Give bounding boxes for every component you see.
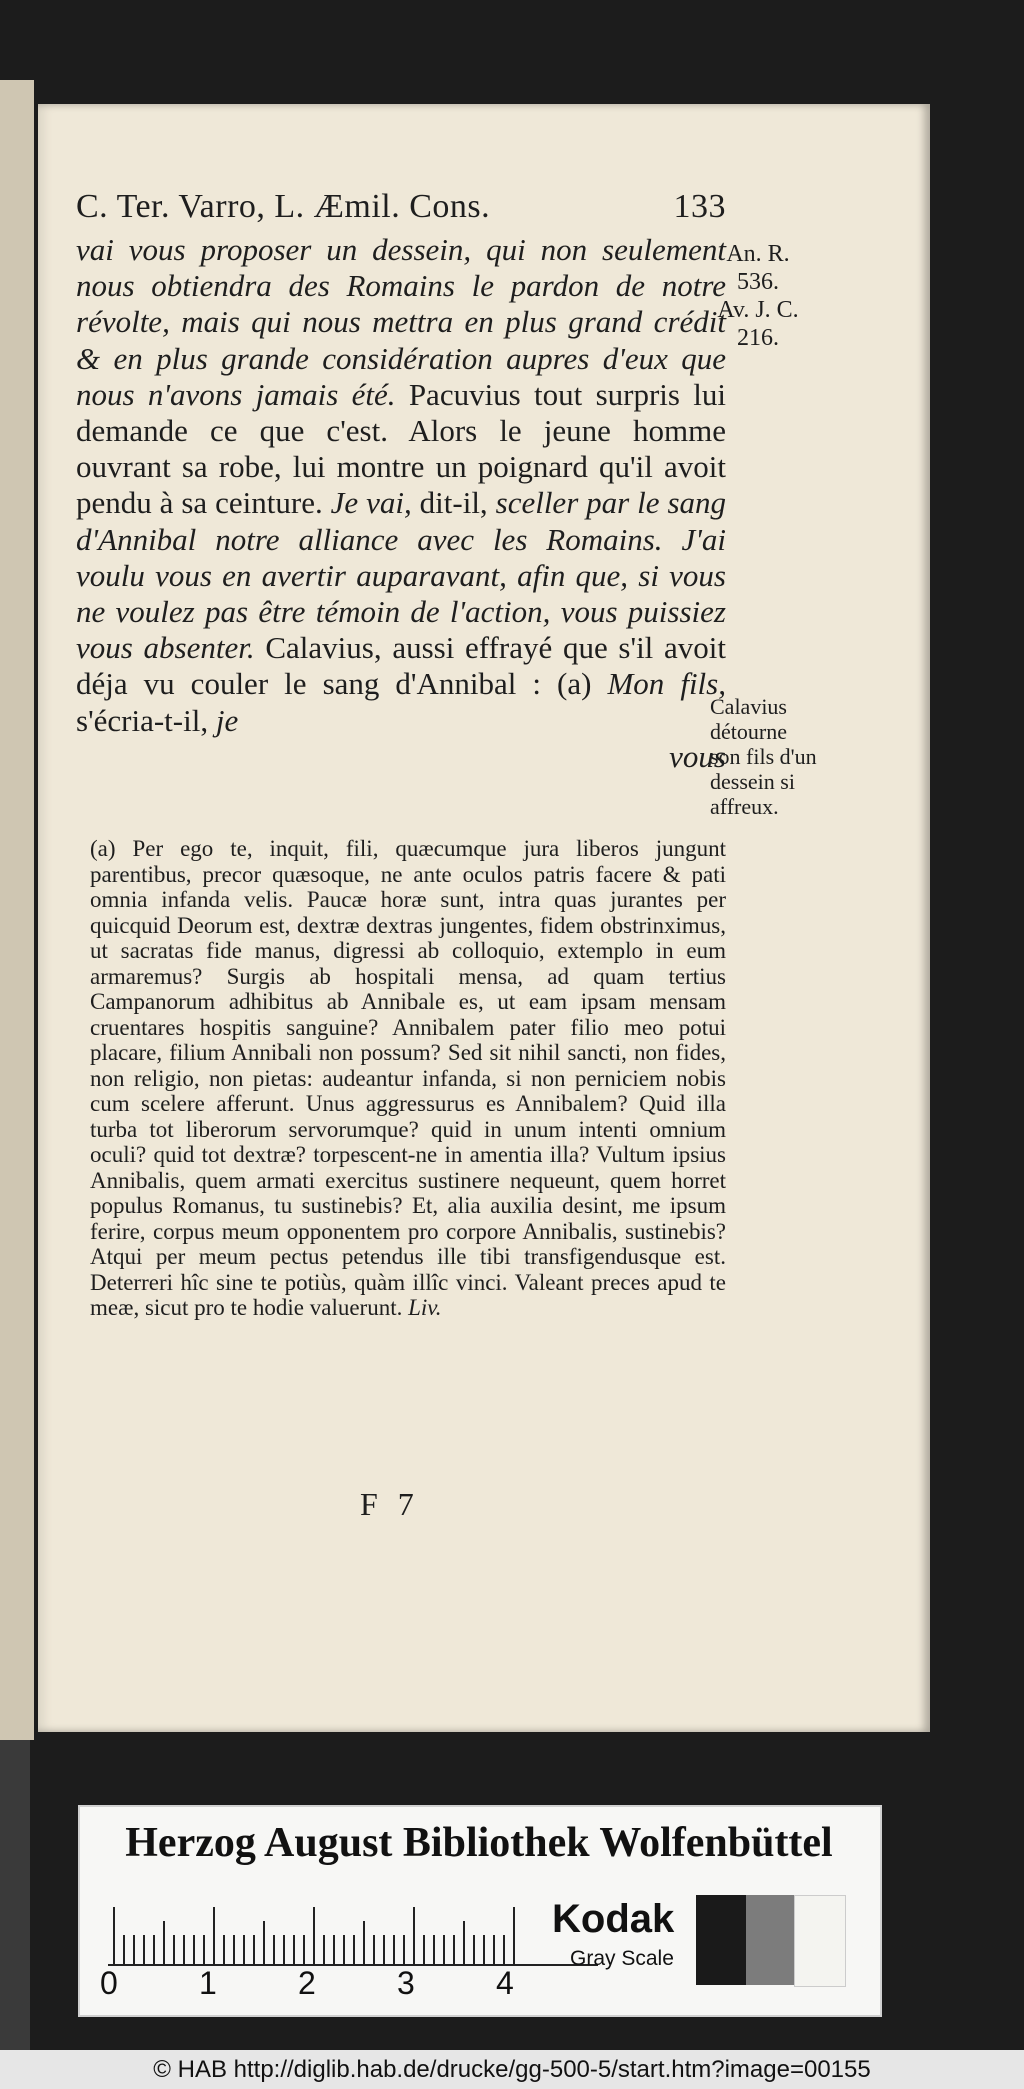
ruler-number: 2 bbox=[298, 1965, 316, 2001]
kodak-logo: Kodak bbox=[552, 1897, 675, 1941]
gray-swatch-mid bbox=[746, 1895, 794, 1985]
ruler-number: 4 bbox=[496, 1965, 514, 2001]
footnote bbox=[90, 836, 726, 1321]
gray-swatch-black bbox=[696, 1895, 746, 1985]
main-text-italic: sceller par le sang d'Annibal notre alliance avec les Romains. J'ai voulu vous en avertir auparavant, afin que, si vous ne voulez pas être témoin de l'action, vous puissiez vous absenter. bbox=[76, 485, 727, 666]
margin-year-line: An. R. bbox=[726, 241, 790, 267]
main-text-italic: Je vai, bbox=[330, 485, 412, 521]
signature-mark: F 7 bbox=[360, 1486, 420, 1522]
footnote-text: (a) Per ego te, inquit, fili, quæcumque jura liberos jungunt parentibus, precor quæsoque, ne ante oculos patris facere & pati omnia infanda velis. Paucæ horæ sunt, intra quas jurantes per quicquid Deorum est, dextræ dextras jungentes, fidem obstrinximus, ut sacratas fide manus, digressi ab colloquio, extemplo in eum armaremus? Surgis ab hospitali mensa, ad quam tertius Campanorum adhibitus ab Annibale es, ut eam ipsam mensam cruentares hospitis sanguine? Annibalem pater filio meo potui placare, filium Annibali non possum? Sed sit nihil sancti, non fides, non religio, non pietas: audeantur infanda, si non perniciem nobis cum scelere afferunt. Unus aggressurus es Annibalem? Quid illa turba tot liberorum servorumque? quid in unum intenti omnium oculi? quid tot dextræ? torpescent-ne in amentia illa? Vultum ipsius Annibalis, quem armati exercitus sustinere nequeunt, quem horret populus Romanus, tu sustinebis? Et, alia auxilia desint, me ipsum ferire, corpus meum opponentem pro corpore Annibalis, sustinebis? Atqui per meum pectus petendus ille tibi transfigendusque est. Deterreri hîc sine te potiùs, quàm illîc vinci. Valeant preces apud te meæ, sicut pro te hodie valuerunt. bbox=[90, 836, 726, 1320]
page-number: 133 bbox=[673, 188, 726, 225]
footnote-source: Liv. bbox=[408, 1295, 442, 1320]
main-text-roman: s'écria-t-il, bbox=[76, 702, 209, 738]
running-head bbox=[76, 188, 726, 226]
gray-scale-label: Gray Scale bbox=[570, 1947, 674, 1970]
main-text-italic: vai vous proposer un dessein, qui non seulement nous obtiendra des Romains le pardon de notre révolte, mais qui nous mettra en plus grand crédit & en plus grande considération aupres d'eux que nous n'avons jamais été. bbox=[76, 232, 726, 412]
main-text-roman: dit-il, bbox=[419, 485, 488, 521]
running-head-title: C. Ter. Varro, L. Æmil. Cons. bbox=[76, 188, 491, 225]
ruler-numbers bbox=[100, 1965, 620, 2005]
margin-year-line: Av. J. C. bbox=[717, 297, 799, 323]
margin-note: Calavius détourne son fils d'un dessein si affreux. bbox=[710, 694, 817, 819]
main-text bbox=[76, 232, 726, 775]
ruler-number: 0 bbox=[100, 1965, 118, 2001]
copyright-footer: © HAB http://diglib.hab.de/drucke/gg-500-5/start.htm?image=00155 bbox=[0, 2050, 1024, 2089]
main-text-roman: Calavius, aussi effrayé que s'il avoit déja vu couler le sang d'Annibal : (a) bbox=[76, 630, 727, 702]
color-target-card bbox=[78, 1805, 882, 2017]
main-text-roman: Pacuvius tout surpris lui demande ce que c'est. Alors le jeune homme ouvrant sa robe, lui montre un poignard qu'il avoit pendu à sa ceinture. bbox=[76, 376, 727, 521]
ruler-number: 3 bbox=[397, 1965, 415, 2001]
catchword: vous bbox=[669, 738, 726, 774]
margin-year-line: 216. bbox=[737, 325, 779, 351]
main-text-italic: je bbox=[215, 702, 239, 738]
main-text-italic: Mon fils, bbox=[607, 666, 726, 702]
library-name: Herzog August Bibliothek Wolfenbüttel bbox=[125, 1820, 833, 1866]
ruler-scale bbox=[108, 1907, 598, 1967]
binding-edge bbox=[0, 1740, 30, 2050]
margin-year-line: 536. bbox=[737, 269, 779, 295]
previous-page-edge bbox=[0, 80, 34, 1740]
ruler-number: 1 bbox=[199, 1965, 217, 2001]
book-page bbox=[38, 104, 930, 1732]
gray-swatch-white bbox=[794, 1895, 846, 1987]
